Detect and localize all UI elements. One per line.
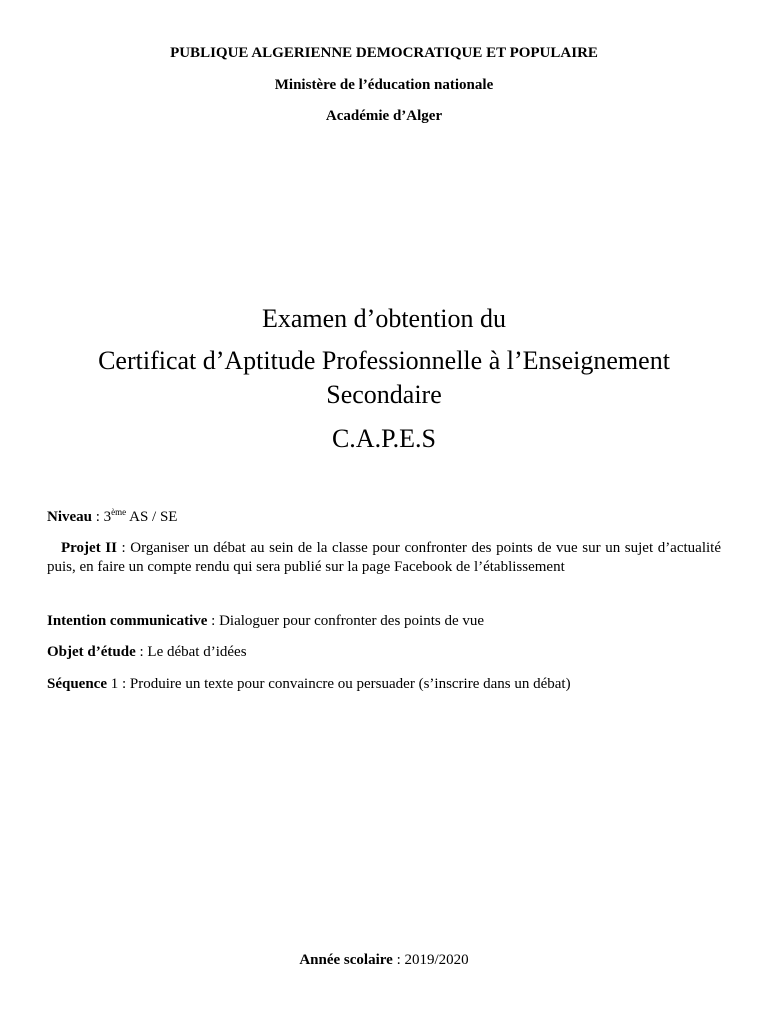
exam-title-line-1: Examen d’obtention du	[261, 304, 507, 333]
sequence-text: Produire un texte pour convaincre ou persuader (s’inscrire dans un débat)	[129, 676, 571, 692]
projet-label: Projet II	[61, 540, 117, 556]
projet-text: Organiser un débat au sein de la classe pour confronter des points de vue sur un sujet d’actualité puis, en faire un compte rendu qui sera publié sur la page Facebook de l’établissement	[47, 540, 721, 575]
sequence-line	[47, 675, 721, 694]
objet-line	[47, 643, 721, 662]
school-year-label: Année scolaire	[299, 952, 393, 968]
school-year-value: 2019/2020	[404, 952, 469, 968]
niveau-value: AS / SE	[129, 509, 178, 525]
sequence-separator: :	[122, 676, 127, 692]
exam-title-line-2: Certificat d’Aptitude Professionnelle à l’Enseignement	[98, 346, 670, 375]
intention-separator: :	[211, 613, 216, 629]
niveau-superscript: ème	[111, 507, 127, 517]
exam-title-line-3: Secondaire	[326, 380, 442, 409]
school-year-line	[0, 950, 768, 970]
republic-heading: PUBLIQUE ALGERIENNE DEMOCRATIQUE ET POPULAIRE	[170, 45, 598, 61]
niveau-separator: :	[95, 509, 104, 525]
academy-heading: Académie d’Alger	[325, 108, 443, 124]
objet-separator: :	[139, 644, 144, 660]
intention-line	[47, 612, 721, 631]
projet-paragraph	[47, 539, 721, 577]
objet-text: Le débat d’idées	[147, 644, 247, 660]
school-year-separator: :	[396, 952, 401, 968]
exam-acronym: C.A.P.E.S	[331, 424, 437, 453]
niveau-line	[47, 508, 721, 527]
niveau-number: 3	[103, 509, 112, 525]
intention-text: Dialoguer pour confronter des points de vue	[219, 613, 485, 629]
projet-separator: :	[121, 540, 126, 556]
niveau-label: Niveau	[47, 509, 92, 525]
intention-label: Intention communicative	[47, 613, 208, 629]
sequence-label: Séquence	[47, 676, 107, 692]
sequence-number: 1	[110, 676, 119, 692]
ministry-heading: Ministère de l’éducation nationale	[274, 77, 494, 93]
objet-label: Objet d’étude	[47, 644, 136, 660]
